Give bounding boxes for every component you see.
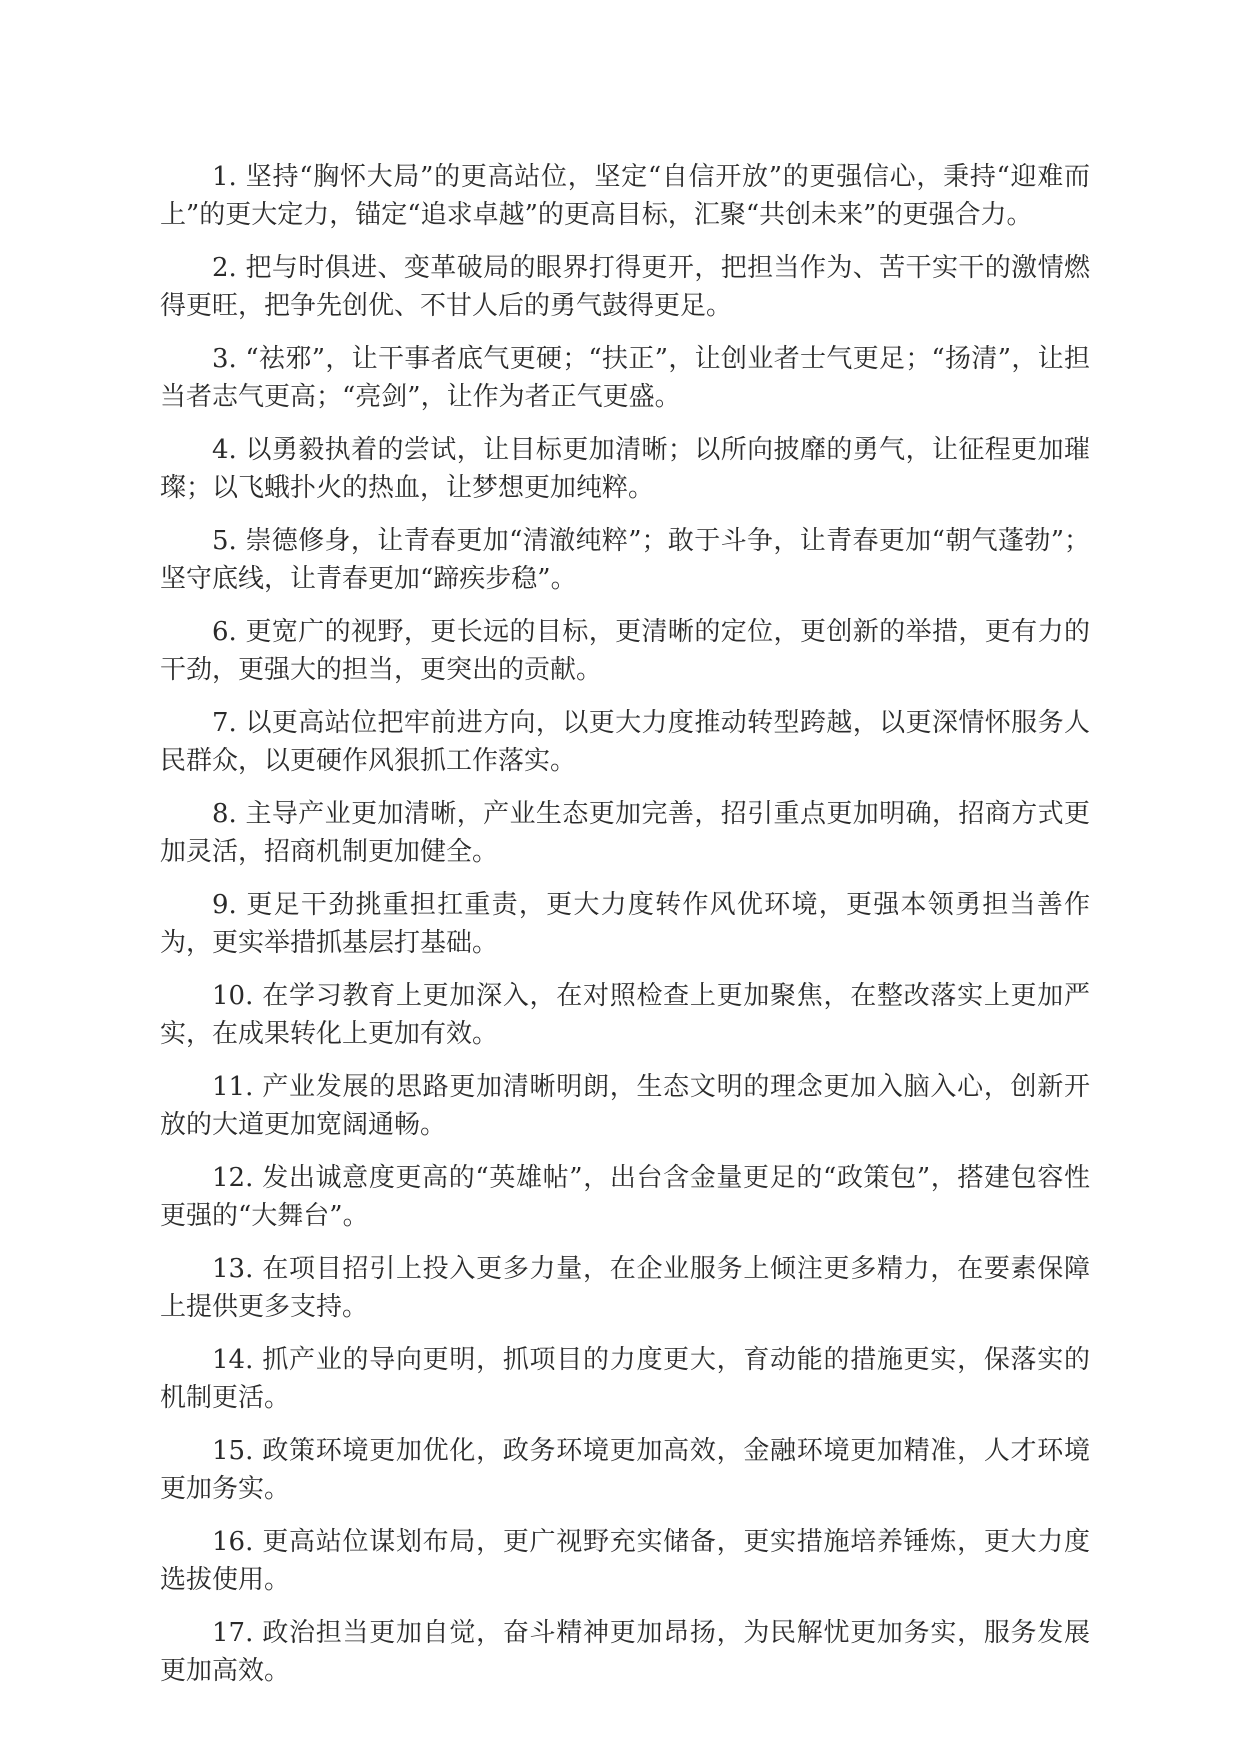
paragraph-16: 16. 更高站位谋划布局，更广视野充实储备，更实措施培养锤炼，更大力度选拔使用。 <box>160 1527 1090 1595</box>
paragraph-17: 17. 政治担当更加自觉，奋斗精神更加昂扬，为民解忧更加务实，服务发展更加高效。 <box>160 1618 1090 1686</box>
paragraph-11: 11. 产业发展的思路更加清晰明朗，生态文明的理念更加入脑入心，创新开放的大道更加宽阔通畅。 <box>160 1072 1090 1140</box>
paragraph-15: 15. 政策环境更加优化，政务环境更加高效，金融环境更加精准，人才环境更加务实。 <box>160 1436 1090 1504</box>
paragraph-1: 1. 坚持“胸怀大局”的更高站位，坚定“自信开放”的更强信心，秉持“迎难而上”的更大定力，锚定“追求卓越”的更高目标，汇聚“共创未来”的更强合力。 <box>160 162 1090 230</box>
paragraph-6: 6. 更宽广的视野，更长远的目标，更清晰的定位，更创新的举措，更有力的干劲，更强大的担当，更突出的贡献。 <box>160 617 1090 685</box>
paragraph-7: 7. 以更高站位把牢前进方向，以更大力度推动转型跨越，以更深情怀服务人民群众，以更硬作风狠抓工作落实。 <box>160 708 1090 776</box>
paragraph-9: 9. 更足干劲挑重担扛重责，更大力度转作风优环境，更强本领勇担当善作为，更实举措抓基层打基础。 <box>160 890 1090 958</box>
paragraph-13: 13. 在项目招引上投入更多力量，在企业服务上倾注更多精力，在要素保障上提供更多支持。 <box>160 1254 1090 1322</box>
paragraph-5: 5. 崇德修身，让青春更加“清澈纯粹”；敢于斗争，让青春更加“朝气蓬勃”；坚守底线，让青春更加“蹄疾步稳”。 <box>160 526 1090 594</box>
paragraph-12: 12. 发出诚意度更高的“英雄帖”，出台含金量更足的“政策包”，搭建包容性更强的“大舞台”。 <box>160 1163 1090 1231</box>
paragraph-10: 10. 在学习教育上更加深入，在对照检查上更加聚焦，在整改落实上更加严实，在成果转化上更加有效。 <box>160 981 1090 1049</box>
paragraph-8: 8. 主导产业更加清晰，产业生态更加完善，招引重点更加明确，招商方式更加灵活，招商机制更加健全。 <box>160 799 1090 867</box>
paragraph-4: 4. 以勇毅执着的尝试，让目标更加清晰；以所向披靡的勇气，让征程更加璀璨；以飞蛾扑火的热血，让梦想更加纯粹。 <box>160 435 1090 503</box>
paragraph-14: 14. 抓产业的导向更明，抓项目的力度更大，育动能的措施更实，保落实的机制更活。 <box>160 1345 1090 1413</box>
paragraph-2: 2. 把与时俱进、变革破局的眼界打得更开，把担当作为、苦干实干的激情燃得更旺，把争先创优、不甘人后的勇气鼓得更足。 <box>160 253 1090 321</box>
document-body <box>160 158 1090 1705</box>
paragraph-3: 3. “祛邪”，让干事者底气更硬；“扶正”，让创业者士气更足；“扬清”，让担当者志气更高；“亮剑”，让作为者正气更盛。 <box>160 344 1090 412</box>
